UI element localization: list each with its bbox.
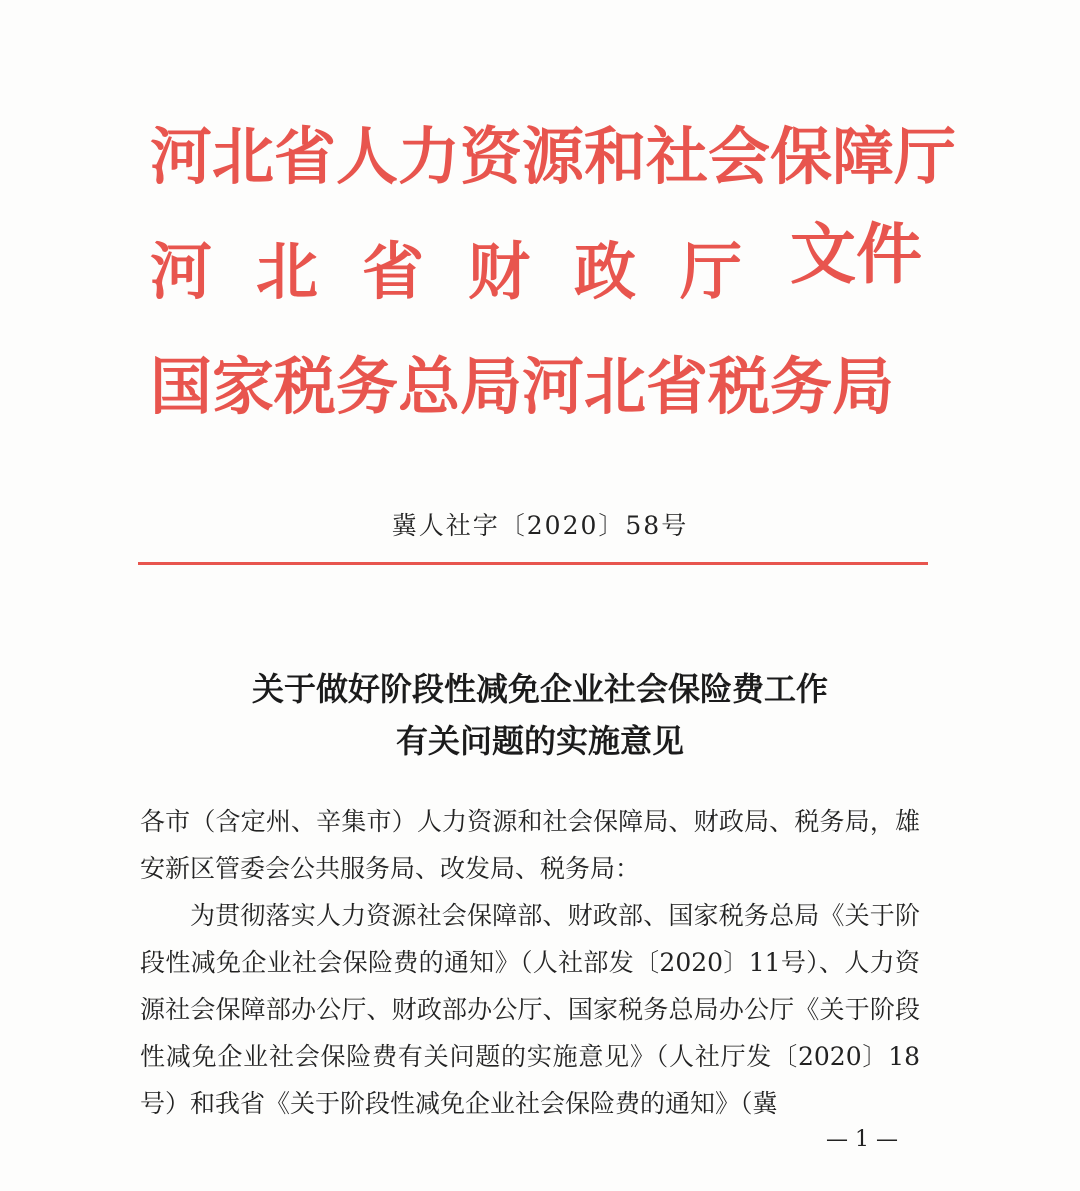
red-separator-line	[138, 562, 928, 565]
page-number: — 1 —	[826, 1127, 898, 1152]
document-title-line-1: 关于做好阶段性减免企业社会保险费工作	[251, 670, 828, 708]
body-paragraph-1: 为贯彻落实人力资源社会保障部、财政部、国家税务总局《关于阶段性减免企业社会保险费的通知》（人社部发〔2020〕11号）、人力资源社会保障部办公厅、财政部办公厅、国家税务总局办公厅《关于阶段性减免企业社会保险费有关问题的实施意见》（人社厅发〔2020〕18号）和我省《关于阶段性减免企业社会保险费的通知》（冀	[140, 901, 920, 1118]
document-word: 文件	[790, 216, 922, 293]
issuing-org-finance: 河北省财政厅	[150, 235, 787, 308]
document-number: 冀人社字〔2020〕58号	[391, 511, 689, 540]
document-title-line-2: 有关问题的实施意见	[395, 722, 684, 760]
recipients-paragraph: 各市（含定州、辛集市）人力资源和社会保障局、财政局、税务局，雄安新区管委会公共服务局、改发局、税务局：	[140, 807, 920, 883]
issuing-org-hr-social-security: 河北省人力资源和社会保障厅	[150, 120, 957, 193]
issuing-org-tax-bureau: 国家税务总局河北省税务局	[150, 350, 895, 423]
document-body	[140, 798, 920, 1127]
